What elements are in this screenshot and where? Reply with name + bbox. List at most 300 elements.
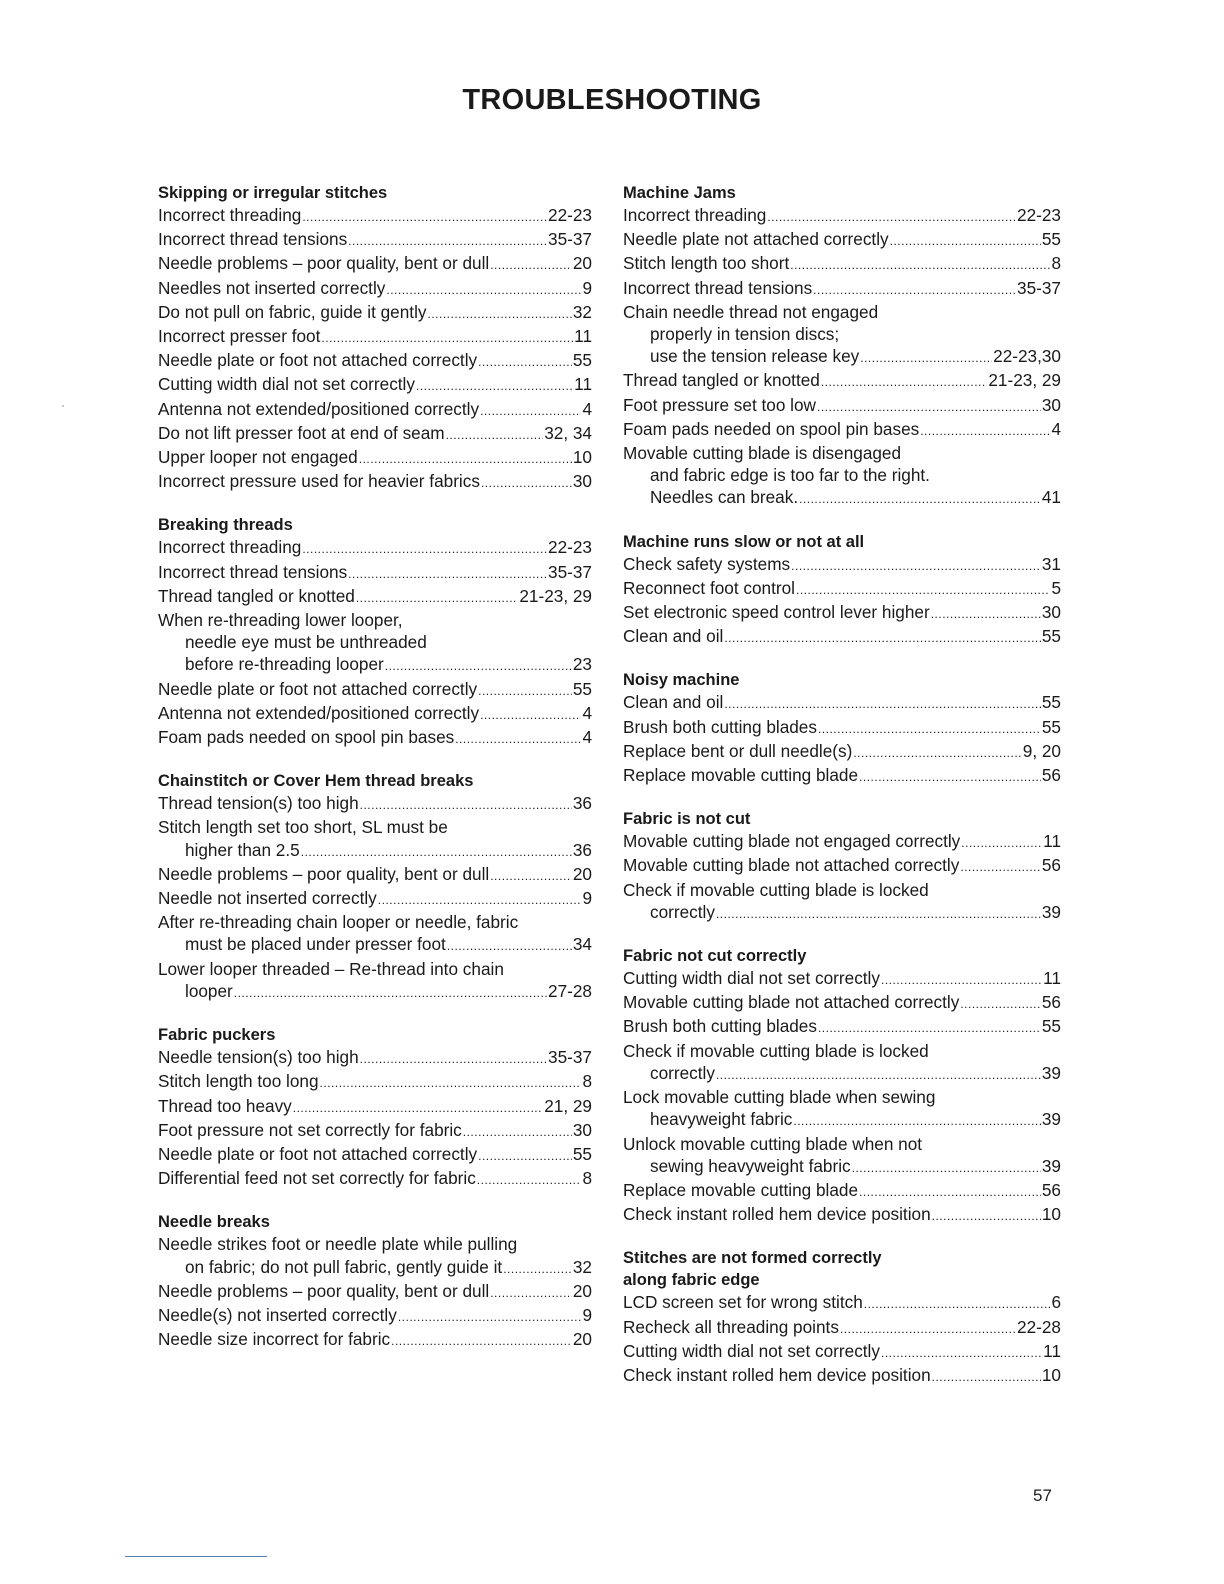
section-heading: along fabric edge bbox=[623, 1271, 760, 1290]
entry-line bbox=[158, 561, 592, 585]
dot-leader bbox=[293, 1095, 543, 1119]
dot-leader bbox=[385, 653, 572, 677]
entry-page-ref: 21-23, 29 bbox=[519, 585, 592, 606]
entry-line bbox=[158, 1167, 592, 1191]
entry-page-ref: 36 bbox=[572, 839, 592, 860]
entry-text: Do not pull on fabric, guide it gently bbox=[158, 301, 427, 322]
entry-line bbox=[158, 1046, 592, 1070]
entry-text: Needle plate or foot not attached correctly bbox=[158, 350, 478, 371]
dot-leader bbox=[360, 792, 572, 816]
entry-text: Foot pressure set too low bbox=[623, 394, 816, 415]
dot-leader bbox=[301, 839, 572, 863]
dot-leader bbox=[864, 1291, 1051, 1315]
troubleshooting-entry bbox=[623, 854, 1061, 878]
entry-text: Incorrect threading bbox=[623, 205, 767, 225]
entry-text: Stitch length too long bbox=[158, 1071, 319, 1092]
dot-leader bbox=[960, 854, 1041, 878]
entry-text: Foot pressure not set correctly for fabric bbox=[158, 1119, 462, 1140]
entry-text: Check if movable cutting blade is locked bbox=[623, 879, 929, 900]
troubleshooting-entry bbox=[623, 577, 1061, 601]
entry-text: Check instant rolled hem device position bbox=[623, 1364, 931, 1385]
entry-text: use the tension release key bbox=[650, 346, 860, 367]
troubleshooting-entry bbox=[158, 726, 592, 750]
section-heading: Fabric puckers bbox=[158, 1026, 276, 1045]
entry-line bbox=[158, 1280, 592, 1304]
troubleshooting-entry bbox=[623, 716, 1061, 740]
footer-rule bbox=[125, 1556, 267, 1557]
troubleshooting-entry bbox=[623, 1203, 1061, 1227]
entry-text: Thread tangled or knotted bbox=[158, 585, 355, 606]
troubleshooting-entry bbox=[158, 325, 592, 349]
entry-page-ref: 35-37 bbox=[548, 229, 592, 250]
entry-text: Upper looper not engaged bbox=[158, 447, 358, 468]
entry-text: LCD screen set for wrong stitch bbox=[623, 1292, 863, 1313]
dot-leader bbox=[321, 325, 573, 349]
entry-text: Incorrect threading bbox=[158, 537, 302, 558]
dot-leader bbox=[920, 418, 1050, 442]
troubleshooting-section bbox=[158, 770, 592, 1004]
entry-page-ref: 39 bbox=[1041, 1062, 1061, 1083]
dot-leader bbox=[478, 678, 572, 702]
entry-line bbox=[158, 958, 592, 980]
troubleshooting-entry bbox=[623, 252, 1061, 276]
entry-text: before re-threading looper bbox=[185, 654, 384, 675]
entry-line bbox=[623, 553, 1061, 577]
entry-line bbox=[623, 277, 1061, 301]
entry-line bbox=[623, 1179, 1061, 1203]
troubleshooting-entry bbox=[158, 863, 592, 887]
entry-line bbox=[158, 678, 592, 702]
dot-leader bbox=[478, 349, 572, 373]
entry-page-ref: 35-37 bbox=[1017, 277, 1061, 298]
troubleshooting-entry bbox=[623, 1086, 1061, 1132]
entry-text: must be placed under presser foot bbox=[185, 934, 446, 955]
dot-leader bbox=[790, 252, 1050, 276]
troubleshooting-entry bbox=[623, 301, 1061, 370]
entry-page-ref: 11 bbox=[1043, 831, 1061, 852]
troubleshooting-entry bbox=[158, 1046, 592, 1070]
entry-text: Movable cutting blade is disengaged bbox=[623, 443, 902, 464]
entry-text: Needle not inserted correctly bbox=[158, 888, 377, 909]
entry-page-ref: 27-28 bbox=[548, 980, 592, 1001]
entry-page-ref: 32, 34 bbox=[544, 422, 592, 443]
entry-page-ref: 39 bbox=[1041, 901, 1061, 922]
entry-text: correctly bbox=[650, 1062, 715, 1083]
section-heading: Machine runs slow or not at all bbox=[623, 532, 865, 551]
dot-leader bbox=[391, 1328, 572, 1352]
entry-text: Do not lift presser foot at end of seam bbox=[158, 422, 445, 443]
entry-text: Chain needle thread not engaged bbox=[623, 301, 879, 322]
troubleshooting-entry bbox=[158, 373, 592, 397]
entry-text: After re-threading chain looper or needle, fabric bbox=[158, 912, 519, 933]
entry-text: Incorrect thread tensions bbox=[158, 229, 348, 250]
dot-leader bbox=[932, 1203, 1041, 1227]
entry-page-ref: 30 bbox=[572, 1119, 592, 1140]
section-heading: Breaking threads bbox=[158, 516, 293, 535]
troubleshooting-entry bbox=[158, 228, 592, 252]
entry-page-ref: 11 bbox=[1043, 968, 1061, 989]
troubleshooting-entry bbox=[623, 442, 1061, 511]
entry-page-ref: 9 bbox=[582, 888, 592, 909]
troubleshooting-entry bbox=[623, 879, 1061, 925]
entry-page-ref: 39 bbox=[1041, 1155, 1061, 1176]
dot-leader bbox=[821, 369, 988, 393]
entry-line bbox=[158, 422, 592, 446]
entry-text: properly in tension discs; bbox=[650, 324, 840, 345]
troubleshooting-entry bbox=[158, 252, 592, 276]
dot-leader bbox=[796, 577, 1050, 601]
dot-leader bbox=[356, 585, 519, 609]
entry-line bbox=[623, 1062, 1061, 1086]
entry-page-ref: 56 bbox=[1041, 765, 1061, 786]
entry-page-ref: 6 bbox=[1051, 1292, 1061, 1313]
entry-text: Replace movable cutting blade bbox=[623, 1179, 859, 1200]
entry-text: Cutting width dial not set correctly bbox=[623, 1340, 880, 1361]
section-heading: Fabric is not cut bbox=[623, 810, 751, 829]
troubleshooting-entry bbox=[158, 887, 592, 911]
entry-text: Check if movable cutting blade is locked bbox=[623, 1040, 929, 1061]
troubleshooting-entry bbox=[158, 1304, 592, 1328]
page-title: TROUBLESHOOTING bbox=[462, 84, 762, 116]
troubleshooting-entry bbox=[158, 678, 592, 702]
entry-page-ref: 10 bbox=[572, 447, 592, 468]
entry-line bbox=[623, 204, 1061, 228]
entry-text: Needle(s) not inserted correctly bbox=[158, 1304, 397, 1325]
entry-page-ref: 9, 20 bbox=[1022, 740, 1061, 761]
entry-text: Thread tension(s) too high bbox=[158, 793, 359, 814]
entry-line bbox=[623, 464, 1061, 486]
troubleshooting-entry bbox=[623, 967, 1061, 991]
dot-leader bbox=[478, 1143, 572, 1167]
entry-line bbox=[158, 702, 592, 726]
entry-line bbox=[623, 967, 1061, 991]
entry-line bbox=[623, 1155, 1061, 1179]
entry-text: Needle plate not attached correctly bbox=[623, 229, 889, 250]
entry-line bbox=[623, 486, 1061, 510]
entry-text: Recheck all threading points bbox=[623, 1316, 839, 1337]
entry-page-ref: 20 bbox=[572, 1329, 592, 1350]
entry-line bbox=[158, 887, 592, 911]
troubleshooting-entry bbox=[158, 816, 592, 862]
entry-page-ref: 22-28 bbox=[1017, 1316, 1061, 1337]
dot-leader bbox=[793, 1108, 1041, 1132]
troubleshooting-entry bbox=[158, 561, 592, 585]
entry-text: higher than 2.5 bbox=[185, 839, 300, 860]
entry-page-ref: 5 bbox=[1051, 577, 1061, 598]
entry-line bbox=[623, 1316, 1061, 1340]
troubleshooting-entry bbox=[158, 1119, 592, 1143]
entry-text: Reconnect foot control bbox=[623, 577, 795, 598]
entry-page-ref: 4 bbox=[582, 727, 592, 748]
entry-page-ref: 55 bbox=[1041, 626, 1061, 647]
troubleshooting-section bbox=[158, 182, 592, 494]
troubleshooting-entry bbox=[158, 792, 592, 816]
dot-leader bbox=[817, 394, 1041, 418]
troubleshooting-entry bbox=[623, 369, 1061, 393]
section-heading: Noisy machine bbox=[623, 671, 740, 690]
dot-leader bbox=[859, 764, 1041, 788]
entry-line bbox=[158, 1119, 592, 1143]
entry-page-ref: 22-23 bbox=[1017, 205, 1061, 225]
troubleshooting-entry bbox=[158, 1328, 592, 1352]
entry-line bbox=[623, 1108, 1061, 1132]
entry-page-ref: 8 bbox=[582, 1168, 592, 1189]
troubleshooting-entry bbox=[158, 1143, 592, 1167]
section-heading: Chainstitch or Cover Hem thread breaks bbox=[158, 772, 474, 791]
dot-leader bbox=[477, 1167, 582, 1191]
entry-text: correctly bbox=[650, 901, 715, 922]
dot-leader bbox=[348, 228, 547, 252]
entry-text: Needle problems – poor quality, bent or dull bbox=[158, 253, 490, 274]
entry-line bbox=[158, 1304, 592, 1328]
entry-page-ref: 11 bbox=[574, 374, 592, 395]
entry-text: Foam pads needed on spool pin bases bbox=[623, 418, 920, 439]
troubleshooting-entry bbox=[158, 204, 592, 228]
dot-leader bbox=[960, 991, 1041, 1015]
entry-text: Needles not inserted correctly bbox=[158, 277, 386, 298]
entry-line bbox=[158, 839, 592, 863]
entry-text: Incorrect thread tensions bbox=[623, 277, 813, 298]
troubleshooting-entry bbox=[623, 1316, 1061, 1340]
entry-line bbox=[623, 879, 1061, 901]
entry-line bbox=[158, 933, 592, 957]
entry-text: Differential feed not set correctly for fabric bbox=[158, 1168, 476, 1189]
section-heading: Skipping or irregular stitches bbox=[158, 184, 388, 202]
dot-leader bbox=[320, 1070, 582, 1094]
dot-leader bbox=[716, 1062, 1041, 1086]
dot-leader bbox=[455, 726, 581, 750]
section-heading: Stitches are not formed correctly bbox=[623, 1249, 882, 1268]
entry-line bbox=[158, 816, 592, 838]
troubleshooting-entry bbox=[158, 1095, 592, 1119]
entry-text: Thread tangled or knotted bbox=[623, 370, 820, 391]
troubleshooting-entry bbox=[623, 625, 1061, 649]
dot-leader bbox=[840, 1316, 1016, 1340]
entry-page-ref: 55 bbox=[1041, 692, 1061, 713]
entry-text: needle eye must be unthreaded bbox=[185, 632, 427, 653]
entry-line bbox=[158, 470, 592, 494]
entry-line bbox=[158, 301, 592, 325]
entry-page-ref: 30 bbox=[572, 471, 592, 492]
entry-text: Unlock movable cutting blade when not bbox=[623, 1133, 923, 1154]
troubleshooting-entry bbox=[623, 277, 1061, 301]
troubleshooting-entry bbox=[158, 422, 592, 446]
dot-leader bbox=[348, 561, 547, 585]
entry-text: Cutting width dial not set correctly bbox=[623, 968, 880, 989]
entry-line bbox=[158, 653, 592, 677]
troubleshooting-entry bbox=[158, 470, 592, 494]
entry-line bbox=[623, 418, 1061, 442]
entry-line bbox=[623, 901, 1061, 925]
entry-line bbox=[623, 301, 1061, 323]
dot-leader bbox=[416, 373, 573, 397]
entry-line bbox=[623, 625, 1061, 649]
entry-line bbox=[158, 1070, 592, 1094]
entry-line bbox=[158, 609, 592, 631]
troubleshooting-section bbox=[623, 669, 1061, 788]
dot-leader bbox=[961, 830, 1042, 854]
entry-text: Replace movable cutting blade bbox=[623, 765, 859, 786]
entry-page-ref: 23 bbox=[572, 654, 592, 675]
entry-line bbox=[158, 792, 592, 816]
entry-page-ref: 35-37 bbox=[548, 561, 592, 582]
entry-page-ref: 8 bbox=[582, 1071, 592, 1092]
entry-page-ref: 21-23, 29 bbox=[988, 370, 1061, 391]
entry-page-ref: 20 bbox=[572, 1280, 592, 1301]
entry-text: Check safety systems bbox=[623, 553, 791, 574]
section-heading: Fabric not cut correctly bbox=[623, 947, 807, 966]
dot-leader bbox=[427, 301, 571, 325]
entry-text: Set electronic speed control lever higher bbox=[623, 602, 930, 623]
page-number: 57 bbox=[1033, 1486, 1052, 1505]
entry-line bbox=[623, 740, 1061, 764]
entry-page-ref: 55 bbox=[572, 1143, 592, 1164]
dot-leader bbox=[360, 1046, 547, 1070]
troubleshooting-section bbox=[158, 514, 592, 750]
entry-text: Needle plate or foot not attached correctly bbox=[158, 678, 478, 699]
entry-line bbox=[623, 577, 1061, 601]
troubleshooting-entry bbox=[158, 446, 592, 470]
troubleshooting-section bbox=[158, 1211, 592, 1352]
entry-page-ref: 20 bbox=[572, 863, 592, 884]
entry-line bbox=[623, 764, 1061, 788]
dot-leader bbox=[799, 486, 1041, 510]
dot-leader bbox=[724, 691, 1041, 715]
troubleshooting-entry bbox=[623, 1364, 1061, 1388]
entry-page-ref: 55 bbox=[1041, 229, 1061, 250]
entry-line bbox=[623, 345, 1061, 369]
entry-text: Replace bent or dull needle(s) bbox=[623, 740, 853, 761]
entry-text: Needles can break. bbox=[650, 487, 799, 508]
entry-page-ref: 30 bbox=[1041, 602, 1061, 623]
entry-text: Antenna not extended/positioned correctly bbox=[158, 702, 480, 723]
troubleshooting-entry bbox=[158, 277, 592, 301]
entry-text: and fabric edge is too far to the right. bbox=[650, 465, 930, 486]
entry-line bbox=[158, 863, 592, 887]
entry-line bbox=[623, 830, 1061, 854]
entry-page-ref: 22-23 bbox=[548, 205, 592, 225]
entry-text: Lock movable cutting blade when sewing bbox=[623, 1087, 936, 1108]
entry-text: Check instant rolled hem device position bbox=[623, 1204, 931, 1225]
dot-leader bbox=[860, 345, 992, 369]
entry-line bbox=[158, 373, 592, 397]
entry-page-ref: 36 bbox=[572, 793, 592, 814]
dot-leader bbox=[480, 398, 581, 422]
troubleshooting-section bbox=[623, 531, 1061, 650]
entry-line bbox=[623, 991, 1061, 1015]
dot-leader bbox=[234, 980, 547, 1004]
dot-leader bbox=[859, 1179, 1041, 1203]
troubleshooting-entry bbox=[158, 1233, 592, 1279]
entry-page-ref: 56 bbox=[1041, 992, 1061, 1013]
entry-text: Needle plate or foot not attached correctly bbox=[158, 1143, 478, 1164]
entry-line bbox=[158, 349, 592, 373]
entry-page-ref: 10 bbox=[1041, 1364, 1061, 1385]
dot-leader bbox=[480, 702, 581, 726]
entry-line bbox=[158, 204, 592, 228]
dot-leader bbox=[818, 1015, 1041, 1039]
troubleshooting-entry bbox=[623, 228, 1061, 252]
entry-page-ref: 11 bbox=[1043, 1340, 1061, 1361]
entry-page-ref: 9 bbox=[582, 1304, 592, 1325]
dot-leader bbox=[378, 887, 582, 911]
entry-line bbox=[158, 585, 592, 609]
entry-text: Thread too heavy bbox=[158, 1095, 292, 1116]
entry-page-ref: 22-23 bbox=[548, 537, 592, 558]
troubleshooting-entry bbox=[623, 764, 1061, 788]
entry-line bbox=[158, 911, 592, 933]
dot-leader bbox=[386, 277, 581, 301]
dot-leader bbox=[481, 470, 572, 494]
dot-leader bbox=[853, 740, 1021, 764]
section-heading: Machine Jams bbox=[623, 184, 736, 202]
troubleshooting-entry bbox=[623, 1340, 1061, 1364]
entry-line bbox=[158, 252, 592, 276]
entry-line bbox=[623, 1015, 1061, 1039]
troubleshooting-entry bbox=[158, 349, 592, 373]
entry-line bbox=[623, 1040, 1061, 1062]
dot-leader bbox=[447, 933, 572, 957]
entry-text: Incorrect pressure used for heavier fabrics bbox=[158, 471, 480, 492]
dot-leader bbox=[490, 1280, 572, 1304]
dot-leader bbox=[716, 901, 1041, 925]
dot-leader bbox=[881, 967, 1042, 991]
entry-page-ref: 56 bbox=[1041, 1179, 1061, 1200]
troubleshooting-entry bbox=[623, 691, 1061, 715]
entry-text: Movable cutting blade not attached correctly bbox=[623, 992, 960, 1013]
entry-line bbox=[158, 1095, 592, 1119]
entry-text: on fabric; do not pull fabric, gently guide it bbox=[185, 1256, 503, 1277]
troubleshooting-entry bbox=[623, 740, 1061, 764]
entry-line bbox=[623, 1364, 1061, 1388]
entry-line bbox=[623, 442, 1061, 464]
entry-line bbox=[623, 228, 1061, 252]
entry-line bbox=[623, 1133, 1061, 1155]
troubleshooting-entry bbox=[158, 702, 592, 726]
troubleshooting-entry bbox=[623, 553, 1061, 577]
entry-text: Needle strikes foot or needle plate while pulling bbox=[158, 1234, 518, 1255]
troubleshooting-section bbox=[623, 945, 1061, 1227]
entry-line bbox=[623, 854, 1061, 878]
entry-text: Incorrect thread tensions bbox=[158, 561, 348, 582]
entry-text: Needle size incorrect for fabric bbox=[158, 1329, 391, 1350]
entry-line bbox=[623, 369, 1061, 393]
entry-text: looper bbox=[185, 980, 233, 1001]
entry-page-ref: 11 bbox=[574, 326, 592, 347]
dot-leader bbox=[302, 204, 547, 228]
entry-line bbox=[623, 323, 1061, 345]
troubleshooting-section bbox=[623, 1247, 1061, 1388]
entry-line bbox=[623, 252, 1061, 276]
entry-line bbox=[158, 325, 592, 349]
right-column bbox=[623, 182, 1061, 1408]
dot-leader bbox=[490, 252, 572, 276]
entry-page-ref: 21, 29 bbox=[544, 1095, 592, 1116]
troubleshooting-section bbox=[158, 1024, 592, 1191]
troubleshooting-section bbox=[623, 182, 1061, 511]
troubleshooting-entry bbox=[623, 1040, 1061, 1086]
entry-text: Clean and oil bbox=[623, 692, 724, 713]
troubleshooting-entry bbox=[158, 609, 592, 678]
troubleshooting-entry bbox=[158, 911, 592, 957]
troubleshooting-entry bbox=[158, 1280, 592, 1304]
troubleshooting-entry bbox=[158, 301, 592, 325]
dot-leader bbox=[890, 228, 1041, 252]
entry-page-ref: 32 bbox=[572, 301, 592, 322]
troubleshooting-entry bbox=[158, 1070, 592, 1094]
entry-line bbox=[623, 1340, 1061, 1364]
entry-line bbox=[158, 980, 592, 1004]
